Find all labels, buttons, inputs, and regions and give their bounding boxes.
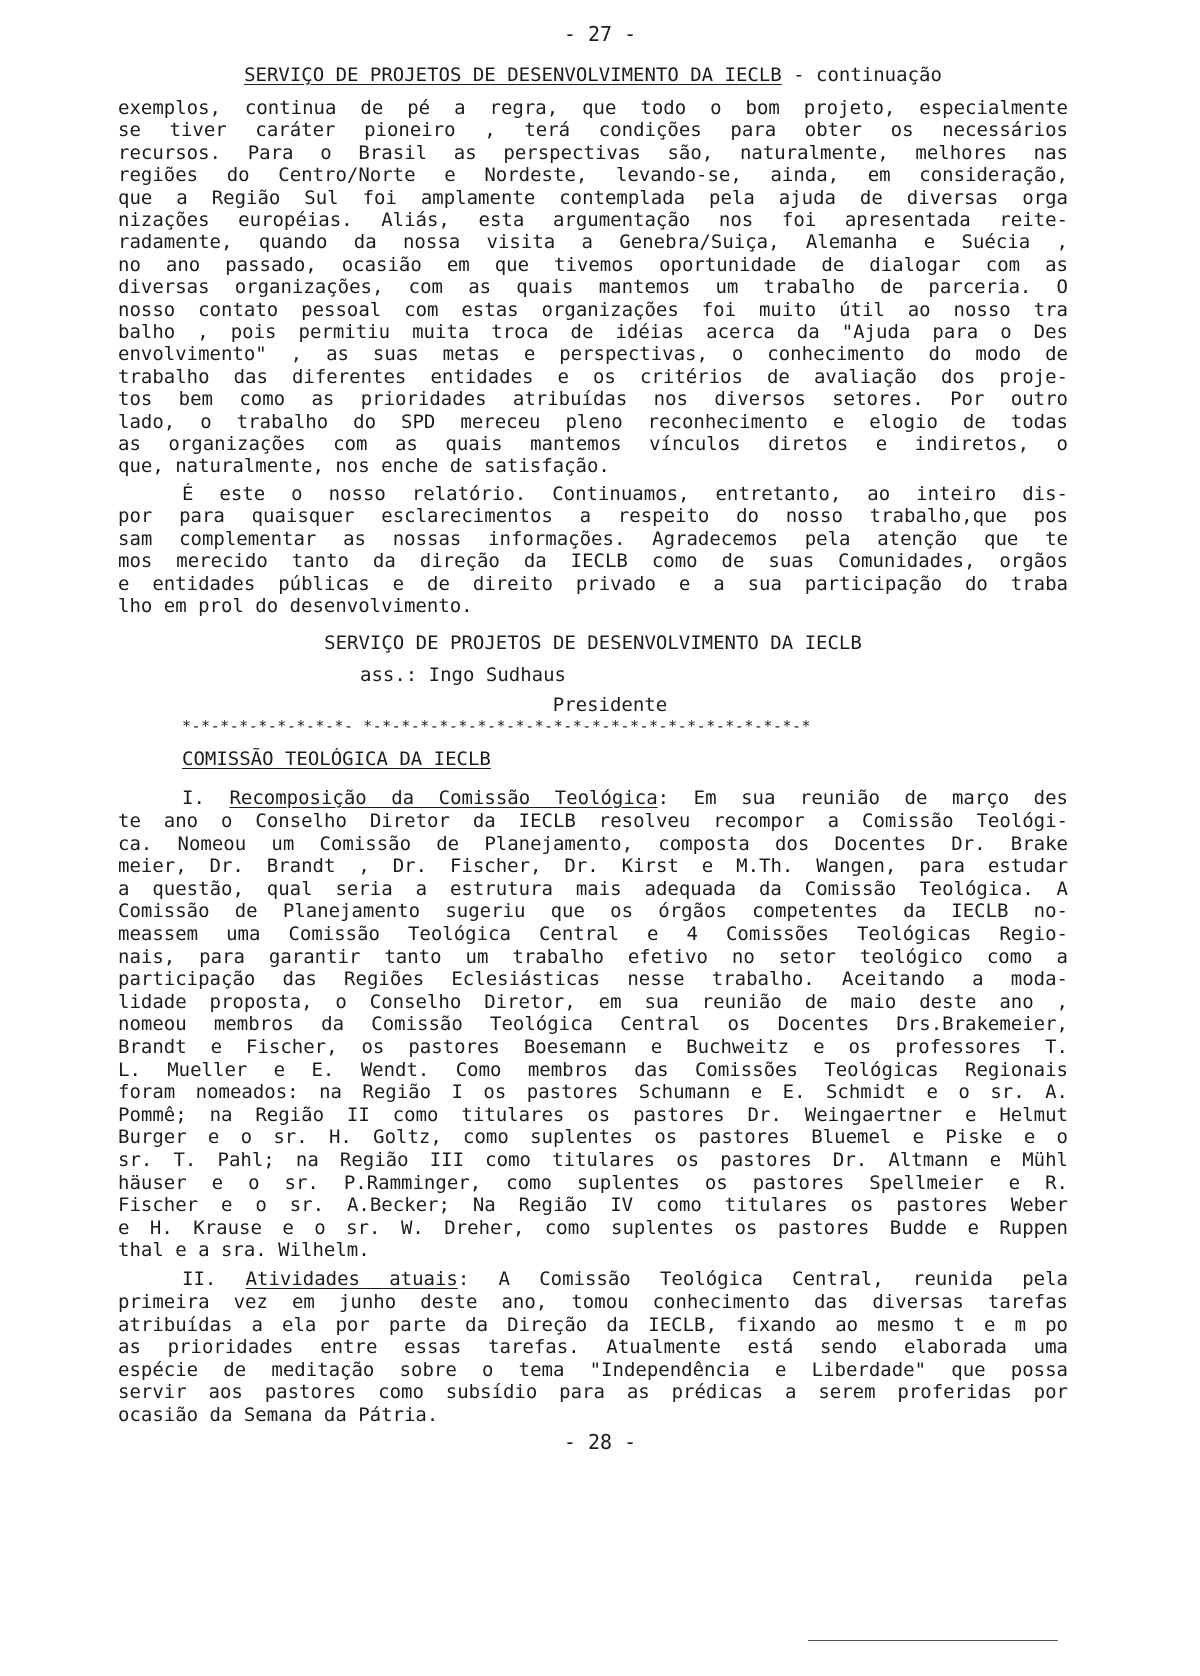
part2-first-rest: : A Comissão Teológica Central, reunida pela: [457, 1268, 1068, 1290]
part2-first-line: [182, 1268, 1068, 1291]
text-line: radamente, quando da nossa visita a Genebra/Suiça, Alemanha e Suécia ,: [118, 231, 1068, 254]
text-line: balho , pois permitiu muita troca de idéias acerca da "Ajuda para o Des: [118, 321, 1068, 343]
text-line: ca. Nomeou um Comissão de Planejamento, composta dos Docentes Dr. Brake: [118, 832, 1068, 855]
text-line: É este o nosso relatório. Continuamos, entretanto, ao inteiro dis-: [182, 483, 1068, 505]
text-line: diversas organizações, com as quais mantemos um trabalho de parceria. O: [118, 276, 1068, 299]
text-line: regiões do Centro/Norte e Nordeste, levando-se, ainda, em consideração,: [118, 164, 1068, 187]
text-line: recursos. Para o Brasil as perspectivas são, naturalmente, melhores nas: [118, 141, 1068, 164]
text-line: meassem uma Comissão Teológica Central e 4 Comissões Teológicas Regio-: [118, 923, 1068, 945]
commission-title: [182, 748, 1132, 771]
text-line: lado, o trabalho do SPD mereceu pleno reconhecimento e elogio de todas: [118, 410, 1068, 433]
text-line: ocasião da Semana da Pátria.: [118, 1404, 439, 1426]
text-line: as organizações com as quais mantemos vínculos diretos e indiretos, o: [118, 433, 1068, 455]
text-line: Comissão de Planejamento sugeriu que os órgãos competentes da IECLB no-: [118, 900, 1068, 923]
text-line: e H. Krause e o sr. W. Dreher, como suplentes os pastores Budde e Ruppen: [118, 1216, 1068, 1239]
text-line: primeira vez em junho deste ano, tomou conhecimento das diversas tarefas: [118, 1291, 1068, 1313]
text-line: L. Mueller e E. Wendt. Como membros das Comissões Teológicas Regionais: [118, 1058, 1068, 1081]
text-line: a questão, qual seria a estrutura mais adequada da Comissão Teológica. A: [118, 877, 1068, 900]
text-line: nizações européias. Aliás, esta argumentação nos foi apresentada reite-: [118, 209, 1068, 231]
part1-first-rest: : Em sua reunião de março des: [657, 787, 1068, 809]
text-line: envolvimento" , as suas metas e perspectivas, o conhecimento do modo de: [118, 343, 1068, 366]
part1-first-line: [182, 787, 1068, 810]
text-line: Fischer e o sr. A.Becker; Na Região IV como titulares os pastores Weber: [118, 1194, 1068, 1217]
text-line: Burger e o sr. H. Goltz, como suplentes os pastores Bluemel e Piske e o: [118, 1126, 1068, 1149]
text-line: foram nomeados: na Região I os pastores Schumann e E. Schmidt e o sr. A.: [118, 1081, 1068, 1104]
part2-numeral: II.: [182, 1268, 217, 1290]
text-line: as prioridades entre essas tarefas. Atualmente está sendo elaborada uma: [118, 1336, 1068, 1359]
text-line: lho em prol do desenvolvimento.: [118, 595, 473, 617]
signature-signed: ass.: Ingo Sudhaus: [360, 664, 566, 686]
text-line: participação das Regiões Eclesiásticas nesse trabalho. Aceitando a moda-: [118, 968, 1068, 991]
page-number-bottom: - 28 -: [563, 1430, 637, 1454]
text-line: Pommê; na Região II como titulares os pastores Dr. Weingaertner e Helmut: [118, 1103, 1068, 1126]
page-header: [118, 64, 1068, 87]
section-separator: *-*-*-*-*-*-*-*-*- *-*-*-*-*-*-*-*-*-*-*-*-*-*-*-*-*-*-*-*-*-*-*-*: [182, 717, 812, 735]
text-line: mos merecido tanto da direção da IECLB como de suas Comunidades, orgãos: [118, 550, 1068, 573]
commission-title-text: COMISSÃO TEOLÓGICA DA IECLB: [182, 748, 491, 770]
header-title: SERVIÇO DE PROJETOS DE DESENVOLVIMENTO DA IECLB: [244, 64, 782, 86]
page-number-top: - 27 -: [563, 22, 637, 46]
text-line: sam complementar as nossas informações. Agradecemos pela atenção que te: [118, 527, 1068, 550]
part1-numeral: I.: [182, 787, 205, 809]
text-line: meier, Dr. Brandt , Dr. Fischer, Dr. Kirst e M.Th. Wangen, para estudar: [118, 855, 1068, 878]
text-line: no ano passado, ocasião em que tivemos oportunidade de dialogar com as: [118, 253, 1068, 276]
text-line: nosso contato pessoal com estas organizações foi muito útil ao nosso tra: [118, 298, 1068, 321]
part2-heading: Atividades atuais: [245, 1268, 458, 1290]
text-line: tos bem como as prioridades atribuídas nos diversos setores. Por outro: [118, 388, 1068, 411]
part1-heading: Recomposição da Comissão Teológica: [229, 787, 658, 809]
signature-role: Presidente: [552, 694, 668, 716]
text-line: lidade proposta, o Conselho Diretor, em sua reunião de maio deste ano ,: [118, 990, 1068, 1013]
text-line: que a Região Sul foi amplamente contemplada pela ajuda de diversas orga: [118, 186, 1068, 209]
text-line: nais, para garantir tanto um trabalho efetivo no setor teológico como a: [118, 945, 1068, 968]
header-suffix: - continuação: [781, 64, 942, 86]
text-line: te ano o Conselho Diretor da IECLB resolveu recompor a Comissão Teológi-: [118, 810, 1068, 832]
text-line: Brandt e Fischer, os pastores Boesemann e Buchweitz e os professores T.: [118, 1036, 1068, 1058]
text-line: sr. T. Pahl; na Região III como titulares os pastores Dr. Altmann e Mühl: [118, 1149, 1068, 1171]
text-line: exemplos, continua de pé a regra, que todo o bom projeto, especialmente: [118, 97, 1068, 119]
text-line: se tiver caráter pioneiro , terá condições para obter os necessários: [118, 119, 1068, 142]
signature-organization: SERVIÇO DE PROJETOS DE DESENVOLVIMENTO DA IECLB: [324, 632, 862, 654]
text-line: e entidades públicas e de direito privado e a sua participação do traba: [118, 572, 1068, 595]
text-line: servir aos pastores como subsídio para as prédicas a serem proferidas por: [118, 1381, 1068, 1404]
text-line: espécie de meditação sobre o tema "Independência e Liberdade" que possa: [118, 1358, 1068, 1381]
text-line: thal e a sra. Wilhelm.: [118, 1239, 370, 1262]
text-line: que, naturalmente, nos enche de satisfação.: [118, 455, 610, 478]
text-line: nomeou membros da Comissão Teológica Central os Docentes Drs.Brakemeier,: [118, 1013, 1068, 1036]
footer-rule: [808, 1640, 1058, 1641]
text-line: por para quaisquer esclarecimentos a respeito do nosso trabalho,que pos: [118, 505, 1068, 528]
text-line: trabalho das diferentes entidades e os critérios de avaliação dos proje-: [118, 365, 1068, 388]
text-line: atribuídas a ela por parte da Direção da IECLB, fixando ao mesmo t e m po: [118, 1313, 1068, 1336]
text-line: häuser e o sr. P.Ramminger, como suplentes os pastores Spellmeier e R.: [118, 1171, 1068, 1194]
